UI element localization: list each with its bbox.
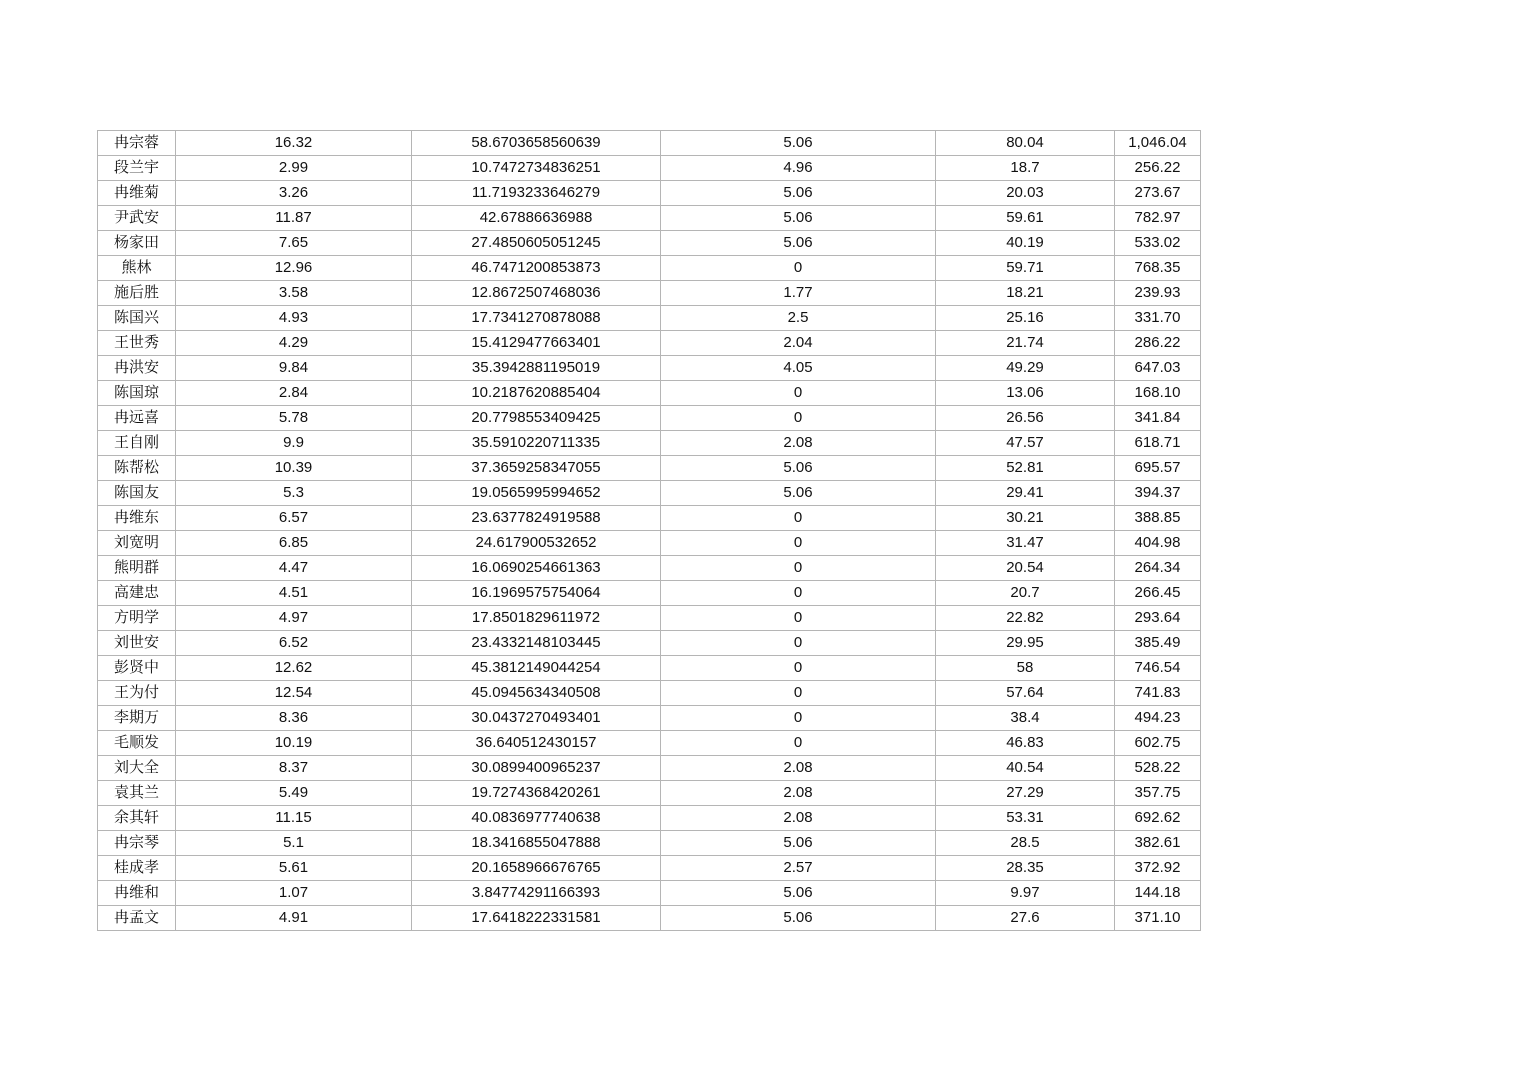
value-cell-4: 20.03 — [936, 181, 1115, 206]
value-cell-2: 10.2187620885404 — [412, 381, 661, 406]
total-cell: 618.71 — [1115, 431, 1201, 456]
total-cell: 341.84 — [1115, 406, 1201, 431]
name-cell: 冉宗琴 — [98, 831, 176, 856]
name-cell: 刘大全 — [98, 756, 176, 781]
table-row — [98, 631, 1201, 656]
table-row — [98, 131, 1201, 156]
value-cell-3: 4.96 — [661, 156, 936, 181]
value-cell-2: 24.617900532652 — [412, 531, 661, 556]
value-cell-4: 27.29 — [936, 781, 1115, 806]
value-cell-2: 16.1969575754064 — [412, 581, 661, 606]
table-row — [98, 356, 1201, 381]
name-cell: 余其轩 — [98, 806, 176, 831]
value-cell-2: 15.4129477663401 — [412, 331, 661, 356]
total-cell: 494.23 — [1115, 706, 1201, 731]
value-cell-1: 6.52 — [176, 631, 412, 656]
value-cell-4: 40.54 — [936, 756, 1115, 781]
value-cell-2: 3.84774291166393 — [412, 881, 661, 906]
table-row — [98, 206, 1201, 231]
total-cell: 273.67 — [1115, 181, 1201, 206]
value-cell-3: 0 — [661, 256, 936, 281]
table-row — [98, 331, 1201, 356]
value-cell-1: 8.37 — [176, 756, 412, 781]
value-cell-3: 5.06 — [661, 206, 936, 231]
value-cell-4: 59.61 — [936, 206, 1115, 231]
name-cell: 冉维东 — [98, 506, 176, 531]
value-cell-4: 29.41 — [936, 481, 1115, 506]
value-cell-2: 11.7193233646279 — [412, 181, 661, 206]
value-cell-4: 22.82 — [936, 606, 1115, 631]
value-cell-2: 40.0836977740638 — [412, 806, 661, 831]
value-cell-2: 19.7274368420261 — [412, 781, 661, 806]
value-cell-1: 4.91 — [176, 906, 412, 931]
value-cell-3: 0 — [661, 381, 936, 406]
value-cell-4: 49.29 — [936, 356, 1115, 381]
table-row — [98, 856, 1201, 881]
table-row — [98, 756, 1201, 781]
table-row — [98, 431, 1201, 456]
value-cell-4: 38.4 — [936, 706, 1115, 731]
table-row — [98, 406, 1201, 431]
value-cell-3: 2.08 — [661, 781, 936, 806]
name-cell: 李期万 — [98, 706, 176, 731]
total-cell: 695.57 — [1115, 456, 1201, 481]
table-row — [98, 531, 1201, 556]
value-cell-1: 4.93 — [176, 306, 412, 331]
value-cell-3: 5.06 — [661, 131, 936, 156]
name-cell: 王自刚 — [98, 431, 176, 456]
value-cell-4: 53.31 — [936, 806, 1115, 831]
total-cell: 331.70 — [1115, 306, 1201, 331]
name-cell: 刘宽明 — [98, 531, 176, 556]
total-cell: 293.64 — [1115, 606, 1201, 631]
name-cell: 冉孟文 — [98, 906, 176, 931]
value-cell-2: 27.4850605051245 — [412, 231, 661, 256]
value-cell-3: 4.05 — [661, 356, 936, 381]
total-cell: 388.85 — [1115, 506, 1201, 531]
name-cell: 高建忠 — [98, 581, 176, 606]
value-cell-1: 1.07 — [176, 881, 412, 906]
table-row — [98, 781, 1201, 806]
total-cell: 168.10 — [1115, 381, 1201, 406]
value-cell-4: 80.04 — [936, 131, 1115, 156]
name-cell: 彭贤中 — [98, 656, 176, 681]
name-cell: 段兰宇 — [98, 156, 176, 181]
total-cell: 1,046.04 — [1115, 131, 1201, 156]
value-cell-2: 20.7798553409425 — [412, 406, 661, 431]
value-cell-4: 27.6 — [936, 906, 1115, 931]
value-cell-4: 46.83 — [936, 731, 1115, 756]
name-cell: 陈国兴 — [98, 306, 176, 331]
value-cell-1: 11.87 — [176, 206, 412, 231]
value-cell-3: 5.06 — [661, 906, 936, 931]
value-cell-1: 8.36 — [176, 706, 412, 731]
total-cell: 144.18 — [1115, 881, 1201, 906]
table-row — [98, 506, 1201, 531]
name-cell: 袁其兰 — [98, 781, 176, 806]
value-cell-1: 5.49 — [176, 781, 412, 806]
value-cell-1: 4.29 — [176, 331, 412, 356]
value-cell-2: 36.640512430157 — [412, 731, 661, 756]
value-cell-4: 25.16 — [936, 306, 1115, 331]
value-cell-1: 4.97 — [176, 606, 412, 631]
name-cell: 施后胜 — [98, 281, 176, 306]
total-cell: 385.49 — [1115, 631, 1201, 656]
total-cell: 528.22 — [1115, 756, 1201, 781]
total-cell: 746.54 — [1115, 656, 1201, 681]
total-cell: 741.83 — [1115, 681, 1201, 706]
total-cell: 382.61 — [1115, 831, 1201, 856]
value-cell-1: 2.99 — [176, 156, 412, 181]
table-row — [98, 156, 1201, 181]
value-cell-3: 5.06 — [661, 881, 936, 906]
value-cell-3: 0 — [661, 556, 936, 581]
name-cell: 王为付 — [98, 681, 176, 706]
value-cell-3: 2.08 — [661, 756, 936, 781]
value-cell-1: 9.84 — [176, 356, 412, 381]
table-row — [98, 806, 1201, 831]
total-cell: 286.22 — [1115, 331, 1201, 356]
value-cell-4: 26.56 — [936, 406, 1115, 431]
table-row — [98, 481, 1201, 506]
total-cell: 256.22 — [1115, 156, 1201, 181]
value-cell-1: 4.47 — [176, 556, 412, 581]
value-cell-1: 5.61 — [176, 856, 412, 881]
name-cell: 熊明群 — [98, 556, 176, 581]
value-cell-4: 30.21 — [936, 506, 1115, 531]
value-cell-4: 31.47 — [936, 531, 1115, 556]
table-row — [98, 881, 1201, 906]
table-row — [98, 706, 1201, 731]
value-cell-3: 5.06 — [661, 481, 936, 506]
value-cell-3: 1.77 — [661, 281, 936, 306]
name-cell: 冉远喜 — [98, 406, 176, 431]
value-cell-2: 20.1658966676765 — [412, 856, 661, 881]
value-cell-2: 45.3812149044254 — [412, 656, 661, 681]
value-cell-2: 35.3942881195019 — [412, 356, 661, 381]
table-row — [98, 831, 1201, 856]
name-cell: 冉宗蓉 — [98, 131, 176, 156]
total-cell: 647.03 — [1115, 356, 1201, 381]
value-cell-4: 57.64 — [936, 681, 1115, 706]
name-cell: 冉维和 — [98, 881, 176, 906]
value-cell-1: 2.84 — [176, 381, 412, 406]
name-cell: 刘世安 — [98, 631, 176, 656]
value-cell-1: 5.78 — [176, 406, 412, 431]
value-cell-1: 7.65 — [176, 231, 412, 256]
value-cell-1: 16.32 — [176, 131, 412, 156]
value-cell-2: 35.5910220711335 — [412, 431, 661, 456]
table-row — [98, 306, 1201, 331]
name-cell: 毛顺发 — [98, 731, 176, 756]
table-row — [98, 656, 1201, 681]
value-cell-4: 58 — [936, 656, 1115, 681]
value-cell-3: 0 — [661, 581, 936, 606]
value-cell-1: 6.57 — [176, 506, 412, 531]
value-cell-4: 52.81 — [936, 456, 1115, 481]
value-cell-4: 18.7 — [936, 156, 1115, 181]
value-cell-4: 40.19 — [936, 231, 1115, 256]
value-cell-1: 5.1 — [176, 831, 412, 856]
value-cell-3: 0 — [661, 406, 936, 431]
value-cell-3: 2.08 — [661, 806, 936, 831]
total-cell: 394.37 — [1115, 481, 1201, 506]
value-cell-2: 12.8672507468036 — [412, 281, 661, 306]
value-cell-3: 0 — [661, 506, 936, 531]
total-cell: 692.62 — [1115, 806, 1201, 831]
value-cell-3: 0 — [661, 706, 936, 731]
value-cell-2: 19.0565995994652 — [412, 481, 661, 506]
value-cell-3: 0 — [661, 731, 936, 756]
value-cell-3: 0 — [661, 631, 936, 656]
value-cell-2: 16.0690254661363 — [412, 556, 661, 581]
value-cell-4: 18.21 — [936, 281, 1115, 306]
total-cell: 768.35 — [1115, 256, 1201, 281]
total-cell: 404.98 — [1115, 531, 1201, 556]
table-row — [98, 181, 1201, 206]
name-cell: 冉洪安 — [98, 356, 176, 381]
value-cell-3: 5.06 — [661, 181, 936, 206]
value-cell-1: 9.9 — [176, 431, 412, 456]
total-cell: 371.10 — [1115, 906, 1201, 931]
total-cell: 533.02 — [1115, 231, 1201, 256]
value-cell-2: 42.67886636988 — [412, 206, 661, 231]
value-cell-3: 5.06 — [661, 456, 936, 481]
table-row — [98, 556, 1201, 581]
name-cell: 冉维菊 — [98, 181, 176, 206]
table-row — [98, 681, 1201, 706]
value-cell-4: 28.35 — [936, 856, 1115, 881]
name-cell: 陈国琼 — [98, 381, 176, 406]
total-cell: 782.97 — [1115, 206, 1201, 231]
total-cell: 602.75 — [1115, 731, 1201, 756]
value-cell-2: 23.6377824919588 — [412, 506, 661, 531]
value-cell-2: 23.4332148103445 — [412, 631, 661, 656]
value-cell-2: 30.0437270493401 — [412, 706, 661, 731]
value-cell-2: 18.3416855047888 — [412, 831, 661, 856]
value-cell-1: 12.54 — [176, 681, 412, 706]
table-row — [98, 606, 1201, 631]
value-cell-3: 2.5 — [661, 306, 936, 331]
value-cell-3: 2.04 — [661, 331, 936, 356]
name-cell: 陈帮松 — [98, 456, 176, 481]
value-cell-2: 46.7471200853873 — [412, 256, 661, 281]
value-cell-2: 17.6418222331581 — [412, 906, 661, 931]
value-cell-3: 0 — [661, 606, 936, 631]
data-table — [97, 130, 1201, 931]
name-cell: 尹武安 — [98, 206, 176, 231]
value-cell-4: 9.97 — [936, 881, 1115, 906]
name-cell: 熊林 — [98, 256, 176, 281]
value-cell-3: 0 — [661, 681, 936, 706]
table-row — [98, 581, 1201, 606]
value-cell-2: 10.7472734836251 — [412, 156, 661, 181]
name-cell: 桂成孝 — [98, 856, 176, 881]
value-cell-1: 12.62 — [176, 656, 412, 681]
value-cell-4: 20.54 — [936, 556, 1115, 581]
table-row — [98, 456, 1201, 481]
value-cell-1: 11.15 — [176, 806, 412, 831]
value-cell-1: 10.39 — [176, 456, 412, 481]
value-cell-4: 47.57 — [936, 431, 1115, 456]
table-row — [98, 256, 1201, 281]
value-cell-2: 17.7341270878088 — [412, 306, 661, 331]
value-cell-1: 3.26 — [176, 181, 412, 206]
value-cell-4: 20.7 — [936, 581, 1115, 606]
value-cell-1: 6.85 — [176, 531, 412, 556]
table-row — [98, 731, 1201, 756]
value-cell-2: 37.3659258347055 — [412, 456, 661, 481]
value-cell-1: 4.51 — [176, 581, 412, 606]
table-row — [98, 281, 1201, 306]
value-cell-4: 59.71 — [936, 256, 1115, 281]
value-cell-1: 12.96 — [176, 256, 412, 281]
value-cell-3: 5.06 — [661, 231, 936, 256]
table-body — [98, 131, 1201, 931]
total-cell: 357.75 — [1115, 781, 1201, 806]
value-cell-2: 45.0945634340508 — [412, 681, 661, 706]
value-cell-4: 29.95 — [936, 631, 1115, 656]
value-cell-2: 30.0899400965237 — [412, 756, 661, 781]
value-cell-4: 28.5 — [936, 831, 1115, 856]
name-cell: 陈国友 — [98, 481, 176, 506]
table-row — [98, 231, 1201, 256]
value-cell-4: 13.06 — [936, 381, 1115, 406]
value-cell-3: 0 — [661, 656, 936, 681]
value-cell-2: 17.8501829611972 — [412, 606, 661, 631]
value-cell-2: 58.6703658560639 — [412, 131, 661, 156]
value-cell-1: 3.58 — [176, 281, 412, 306]
table-row — [98, 906, 1201, 931]
value-cell-1: 10.19 — [176, 731, 412, 756]
total-cell: 264.34 — [1115, 556, 1201, 581]
name-cell: 杨家田 — [98, 231, 176, 256]
value-cell-3: 2.57 — [661, 856, 936, 881]
value-cell-3: 0 — [661, 531, 936, 556]
table-row — [98, 381, 1201, 406]
name-cell: 方明学 — [98, 606, 176, 631]
value-cell-3: 5.06 — [661, 831, 936, 856]
name-cell: 王世秀 — [98, 331, 176, 356]
total-cell: 266.45 — [1115, 581, 1201, 606]
value-cell-3: 2.08 — [661, 431, 936, 456]
value-cell-1: 5.3 — [176, 481, 412, 506]
total-cell: 239.93 — [1115, 281, 1201, 306]
total-cell: 372.92 — [1115, 856, 1201, 881]
value-cell-4: 21.74 — [936, 331, 1115, 356]
